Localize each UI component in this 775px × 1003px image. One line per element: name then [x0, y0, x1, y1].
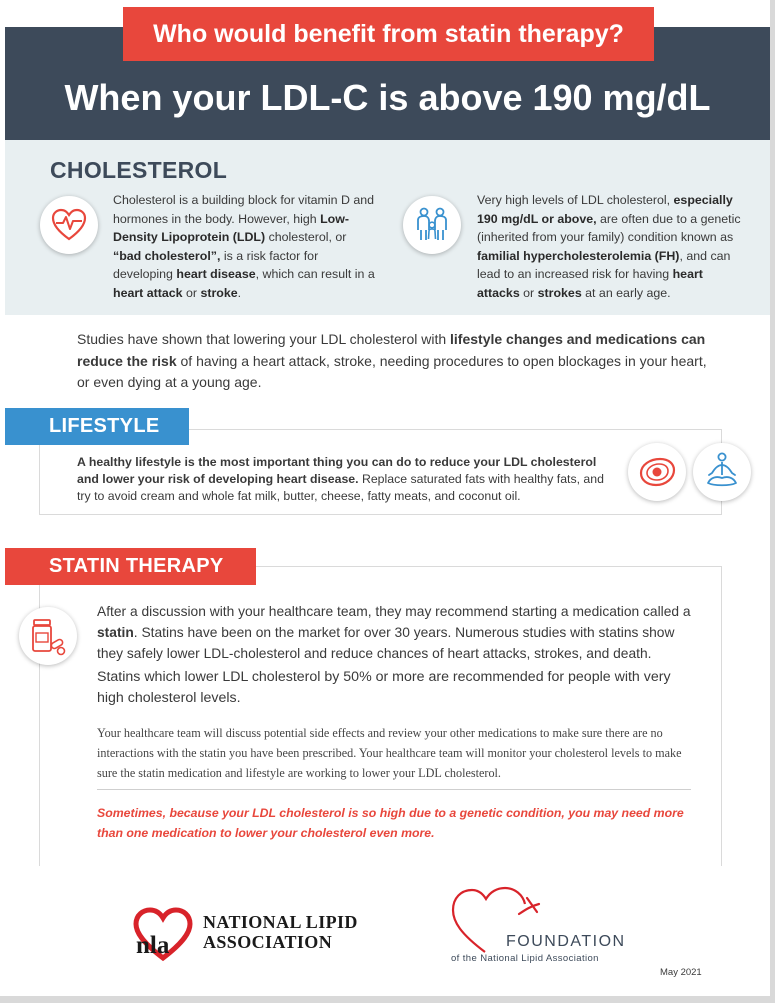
- cholesterol-left-text: Cholesterol is a building block for vitamin D and hormones in the body. However, high Low-Density Lipoprotein (LDL) cholesterol, or “bad cholesterol”, is a risk factor for developing heart disease, which can result in a heart attack or stroke.: [113, 193, 375, 300]
- heart-pulse-icon: [40, 196, 98, 254]
- publication-date: May 2021: [660, 967, 702, 978]
- cholesterol-right-text: Very high levels of LDL cholesterol, especially 190 mg/dL or above, are often due to a genetic (inherited from your family) condition known as familial hypercholesterolemia (FH), and can lead to an increased risk for having heart attacks or strokes at an early age.: [477, 193, 741, 300]
- lifestyle-heading: LIFESTYLE: [5, 408, 189, 445]
- top-banner: Who would benefit from statin therapy?: [123, 7, 654, 61]
- studies-paragraph: Studies have shown that lowering your LDL cholesterol with lifestyle changes and medications can reduce the risk of having a heart attack, stroke, needing procedures to open blockages in your heart, or even dying at a young age.: [77, 331, 707, 390]
- meditation-icon: [693, 443, 751, 501]
- cholesterol-heading: CHOLESTEROL: [50, 157, 228, 183]
- statin-note: Sometimes, because your LDL cholesterol is so high due to a genetic condition, you may need more than one medication to lower your cholesterol even more.: [97, 806, 684, 840]
- statin-paragraph-2: Statins which lower LDL cholesterol by 50% or more are recommended for people with very high cholesterol levels.: [97, 669, 671, 706]
- statin-heading: STATIN THERAPY: [5, 548, 256, 585]
- foundation-subtitle: of the National Lipid Association: [451, 953, 599, 964]
- lifestyle-text: A healthy lifestyle is the most important thing you can do to reduce your LDL cholesterol and lower your risk of developing heart disease. Replace saturated fats with healthy fats, and try to avoid cream and whole fat milk, butter, cheese, fatty meats, and coconut oil.: [77, 455, 604, 503]
- page-title: When your LDL-C is above 190 mg/dL: [64, 77, 711, 118]
- foundation-title: FOUNDATION: [506, 933, 626, 950]
- family-icon: [403, 196, 461, 254]
- avocado-icon: [628, 443, 686, 501]
- nla-mark: nla: [136, 932, 170, 959]
- medication-bottle-icon: [19, 607, 77, 665]
- divider: [97, 789, 691, 790]
- nla-name-line-2: ASSOCIATION: [203, 932, 333, 952]
- page-edge-right: [770, 0, 775, 1003]
- nla-logo: [128, 902, 198, 964]
- statin-paragraph-3: Your healthcare team will discuss potential side effects and review your other medications to make sure there are no interactions with the statin you have been prescribed. Your healthcare team will monitor your cholesterol levels to make sure the statin medication and lifestyle are working to lower your LDL cholesterol.: [97, 726, 682, 780]
- nla-name-line-1: NATIONAL LIPID: [203, 912, 358, 932]
- nla-name: [203, 912, 358, 952]
- page-edge-bottom: [0, 996, 775, 1003]
- statin-paragraph-1: After a discussion with your healthcare team, they may recommend starting a medication called a statin. Statins have been on the market for over 30 years. Numerous studies with statins show they safely lower LDL-cholesterol and reduce chances of heart attacks, strokes, and death.: [97, 604, 691, 661]
